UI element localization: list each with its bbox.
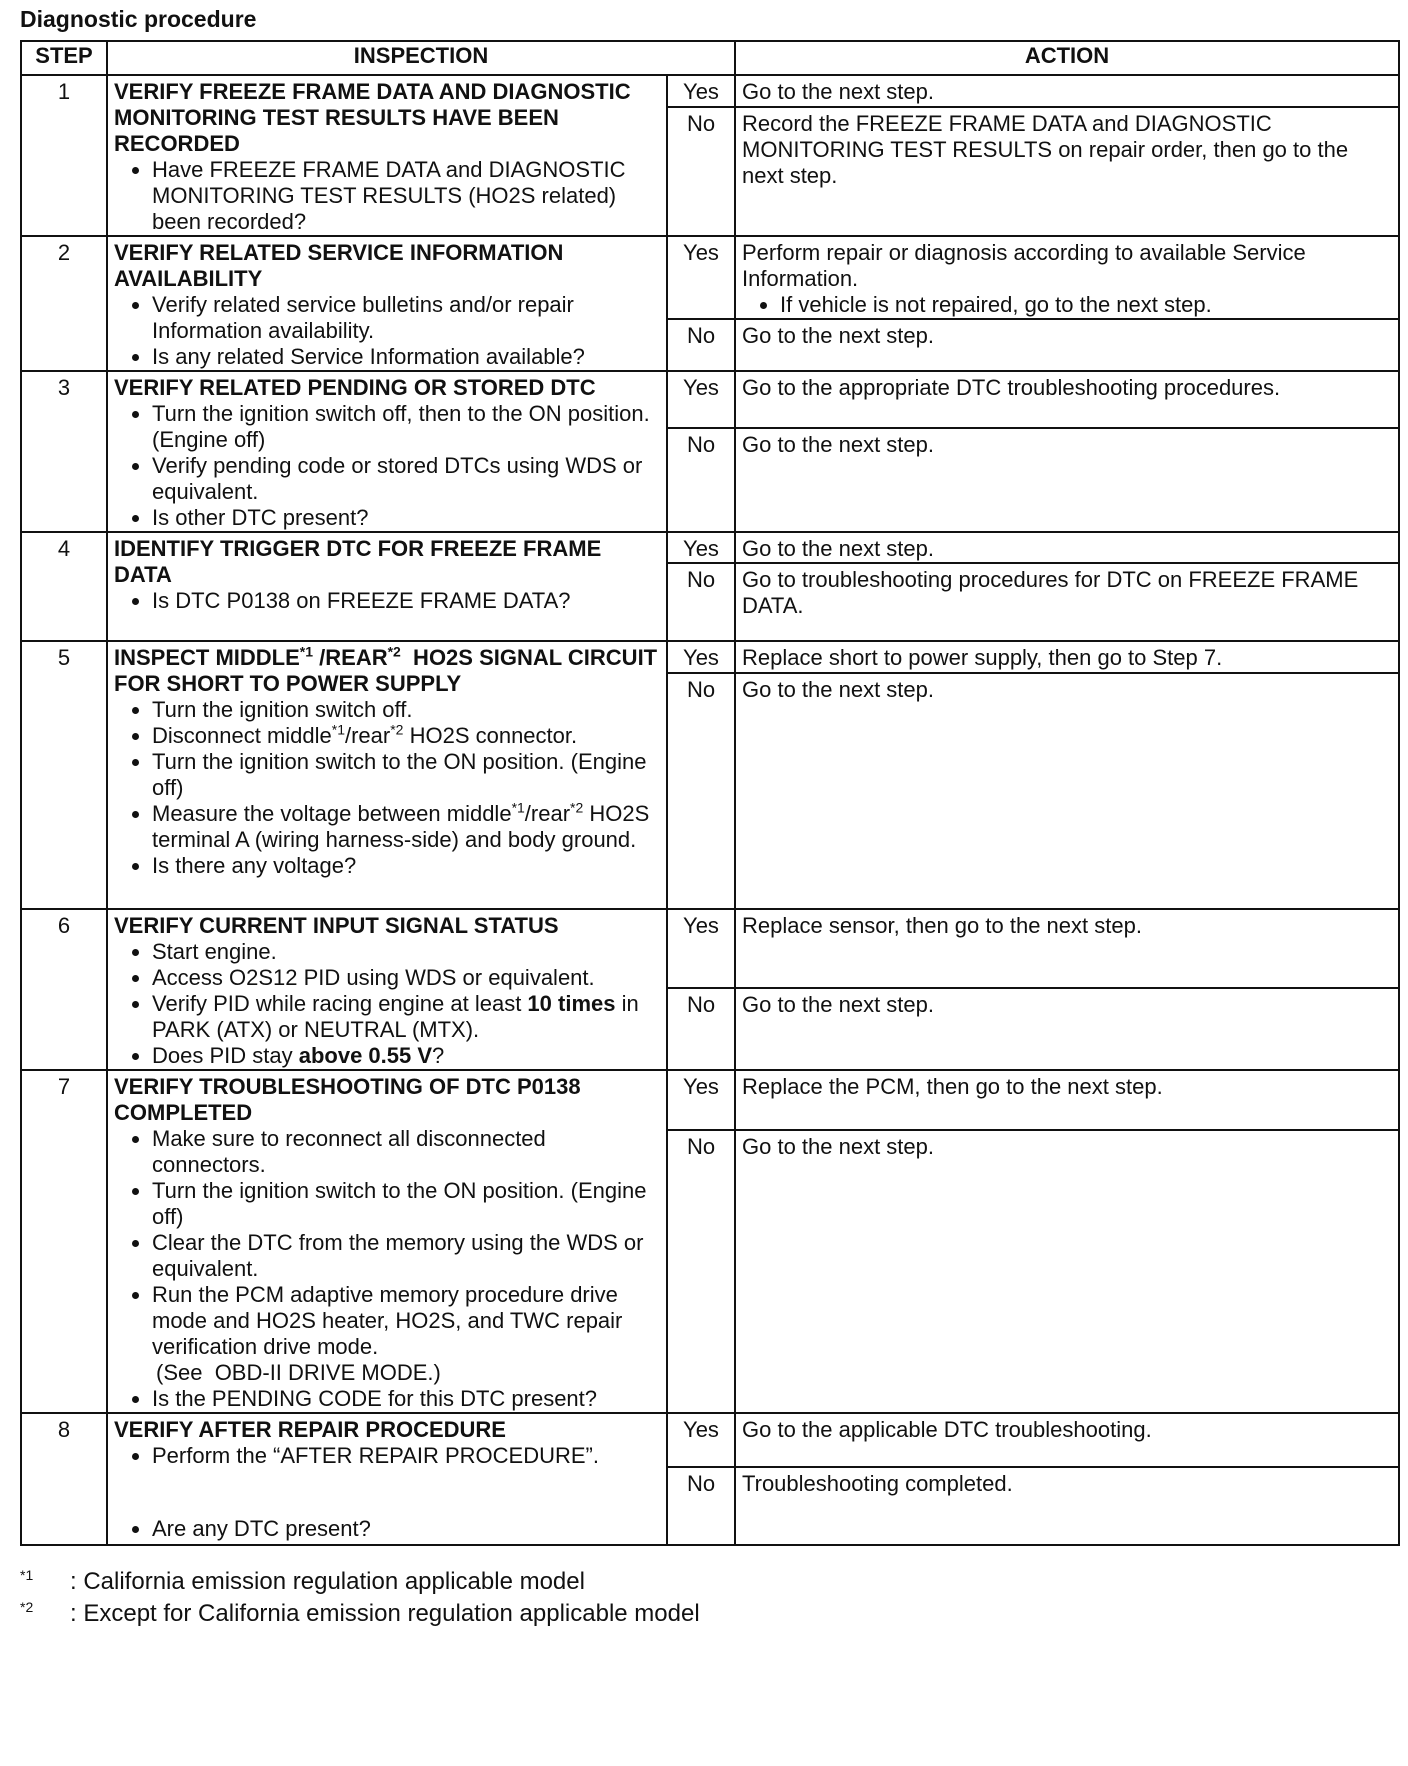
table-row bbox=[21, 371, 1399, 428]
see-note: (See OBD-II DRIVE MODE.) bbox=[156, 1360, 441, 1385]
yes-label: Yes bbox=[667, 1413, 735, 1467]
step-number: 5 bbox=[21, 641, 107, 909]
header-action: ACTION bbox=[735, 41, 1399, 75]
inspection-bullet: • Turn the ignition switch to the ON position. (Engine off) bbox=[152, 749, 660, 801]
inspection-bullet: • Is there any voltage? bbox=[152, 853, 660, 879]
no-action: Go to the next step. bbox=[735, 319, 1399, 371]
inspection-bullet: • Verify related service bulletins and/or repair Information availability. bbox=[152, 292, 660, 344]
yes-label: Yes bbox=[667, 641, 735, 673]
inspection-bullet: • Is the PENDING CODE for this DTC present? bbox=[152, 1386, 660, 1412]
inspection-cell bbox=[107, 1070, 667, 1413]
step-number: 3 bbox=[21, 371, 107, 532]
no-label: No bbox=[667, 107, 735, 236]
table-row bbox=[21, 641, 1399, 673]
table-row bbox=[21, 532, 1399, 563]
step-number: 7 bbox=[21, 1070, 107, 1413]
inspection-cell bbox=[107, 641, 667, 909]
footnote-mark: *1 bbox=[20, 1567, 34, 1583]
inspection-title: VERIFY RELATED PENDING OR STORED DTC bbox=[114, 375, 596, 400]
inspection-title: INSPECT MIDDLE$^{*1}$ /REAR$^{*2}$ HO2S SIGNAL CIRCUIT FOR SHORT TO POWER SUPPLY bbox=[114, 643, 664, 696]
yes-label: Yes bbox=[667, 1070, 735, 1130]
no-label: No bbox=[667, 428, 735, 532]
yes-action: Go to the next step. bbox=[735, 75, 1399, 107]
inspection-title: VERIFY TROUBLESHOOTING OF DTC P0138 COMPLETED bbox=[114, 1074, 581, 1125]
inspection-bullet: • Have FREEZE FRAME DATA and DIAGNOSTIC MONITORING TEST RESULTS (HO2S related) been recorded? bbox=[152, 157, 660, 235]
diagnostic-table bbox=[20, 40, 1400, 1546]
no-action: Go to troubleshooting procedures for DTC on FREEZE FRAME DATA. bbox=[735, 563, 1399, 641]
no-action: Go to the next step. bbox=[735, 1130, 1399, 1413]
yes-label: Yes bbox=[667, 236, 735, 319]
yes-action: Replace the PCM, then go to the next step. bbox=[735, 1070, 1399, 1130]
inspection-title: VERIFY AFTER REPAIR PROCEDURE bbox=[114, 1417, 506, 1442]
footnote bbox=[20, 1598, 1398, 1630]
inspection-bullet: • Clear the DTC from the memory using the WDS or equivalent. bbox=[152, 1230, 660, 1282]
footnotes bbox=[20, 1566, 1398, 1630]
no-label: No bbox=[667, 563, 735, 641]
inspection-bullet: • Turn the ignition switch off, then to the ON position. (Engine off) bbox=[152, 401, 660, 453]
inspection-bullet: • Perform the “AFTER REPAIR PROCEDURE”. bbox=[152, 1443, 660, 1469]
inspection-bullet: • Start engine. bbox=[152, 939, 660, 965]
inspection-cell bbox=[107, 532, 667, 641]
footnote-text: : California emission regulation applicable model bbox=[70, 1568, 585, 1595]
inspection-title: VERIFY CURRENT INPUT SIGNAL STATUS bbox=[114, 913, 559, 938]
inspection-bullet: • Is other DTC present? bbox=[152, 505, 660, 531]
footnote-mark: *2 bbox=[20, 1599, 34, 1615]
step-number: 4 bbox=[21, 532, 107, 641]
inspection-cell bbox=[107, 75, 667, 236]
inspection-bullet: • Run the PCM adaptive memory procedure drive mode and HO2S heater, HO2S, and TWC repair verification drive mode. (See OBD-II DRIVE MODE.) bbox=[152, 1282, 660, 1386]
footnote bbox=[20, 1566, 1398, 1598]
no-action: Record the FREEZE FRAME DATA and DIAGNOSTIC MONITORING TEST RESULTS on repair order, then go to the next step. bbox=[735, 107, 1399, 236]
step-number: 2 bbox=[21, 236, 107, 371]
inspection-title: IDENTIFY TRIGGER DTC FOR FREEZE FRAME DATA bbox=[114, 536, 602, 587]
table-row bbox=[21, 909, 1399, 988]
inspection-bullet: • Is DTC P0138 on FREEZE FRAME DATA? bbox=[152, 588, 660, 614]
inspection-bullet: • Turn the ignition switch off. bbox=[152, 697, 660, 723]
no-label: No bbox=[667, 1467, 735, 1545]
no-label: No bbox=[667, 673, 735, 909]
inspection-cell bbox=[107, 236, 667, 371]
inspection-cell bbox=[107, 1413, 667, 1545]
yes-action: Go to the applicable DTC troubleshooting. bbox=[735, 1413, 1399, 1467]
yes-label: Yes bbox=[667, 909, 735, 988]
yes-action-bullet: • If vehicle is not repaired, go to the next step. bbox=[780, 292, 1392, 318]
inspection-title: VERIFY RELATED SERVICE INFORMATION AVAILABILITY bbox=[114, 240, 564, 291]
inspection-bullet: • Does PID stay above 0.55 V? bbox=[152, 1043, 660, 1069]
inspection-title: VERIFY FREEZE FRAME DATA AND DIAGNOSTIC MONITORING TEST RESULTS HAVE BEEN RECORDED bbox=[114, 79, 631, 156]
step-number: 6 bbox=[21, 909, 107, 1070]
yes-action-cell bbox=[735, 236, 1399, 319]
inspection-bullet: • Access O2S12 PID using WDS or equivalent. bbox=[152, 965, 660, 991]
no-action: Go to the next step. bbox=[735, 988, 1399, 1070]
no-action: Go to the next step. bbox=[735, 428, 1399, 532]
yes-label: Yes bbox=[667, 532, 735, 563]
inspection-bullet: • Disconnect middle$^{*1}$/rear$^{*2}$ HO2S connector. bbox=[152, 723, 660, 749]
inspection-bullet: • Are any DTC present? bbox=[152, 1516, 371, 1542]
yes-action: Go to the appropriate DTC troubleshooting procedures. bbox=[735, 371, 1399, 428]
yes-action: Replace sensor, then go to the next step. bbox=[735, 909, 1399, 988]
inspection-bullet: • Turn the ignition switch to the ON position. (Engine off) bbox=[152, 1178, 660, 1230]
page-title: Diagnostic procedure bbox=[20, 6, 257, 32]
document-page bbox=[20, 4, 1398, 1630]
header-step: STEP bbox=[21, 41, 107, 75]
inspection-bullet: • Verify pending code or stored DTCs using WDS or equivalent. bbox=[152, 453, 660, 505]
step-number: 8 bbox=[21, 1413, 107, 1545]
table-row bbox=[21, 236, 1399, 319]
footnote-text: : Except for California emission regulation applicable model bbox=[70, 1600, 700, 1627]
step-number: 1 bbox=[21, 75, 107, 236]
inspection-bullet: • Make sure to reconnect all disconnected connectors. bbox=[152, 1126, 660, 1178]
inspection-bullet: • Measure the voltage between middle$^{*1}$/rear$^{*2}$ HO2S terminal A (wiring harness-side) and body ground. bbox=[152, 801, 660, 853]
inspection-bullet: • Is any related Service Information available? bbox=[152, 344, 660, 370]
no-action: Go to the next step. bbox=[735, 673, 1399, 909]
yes-action: Go to the next step. bbox=[735, 532, 1399, 563]
header-inspection: INSPECTION bbox=[107, 41, 735, 75]
table-row bbox=[21, 1070, 1399, 1130]
inspection-cell bbox=[107, 371, 667, 532]
inspection-cell bbox=[107, 909, 667, 1070]
header-row bbox=[21, 41, 1399, 75]
yes-label: Yes bbox=[667, 371, 735, 428]
table-row bbox=[21, 1413, 1399, 1467]
no-label: No bbox=[667, 988, 735, 1070]
no-action: Troubleshooting completed. bbox=[735, 1467, 1399, 1545]
yes-label: Yes bbox=[667, 75, 735, 107]
inspection-bullet: • Verify PID while racing engine at least 10 times in PARK (ATX) or NEUTRAL (MTX). bbox=[152, 991, 660, 1043]
yes-action: Replace short to power supply, then go to Step 7. bbox=[735, 641, 1399, 673]
no-label: No bbox=[667, 1130, 735, 1413]
yes-action: Perform repair or diagnosis according to available Service Information. bbox=[742, 240, 1306, 291]
no-label: No bbox=[667, 319, 735, 371]
table-row bbox=[21, 75, 1399, 107]
